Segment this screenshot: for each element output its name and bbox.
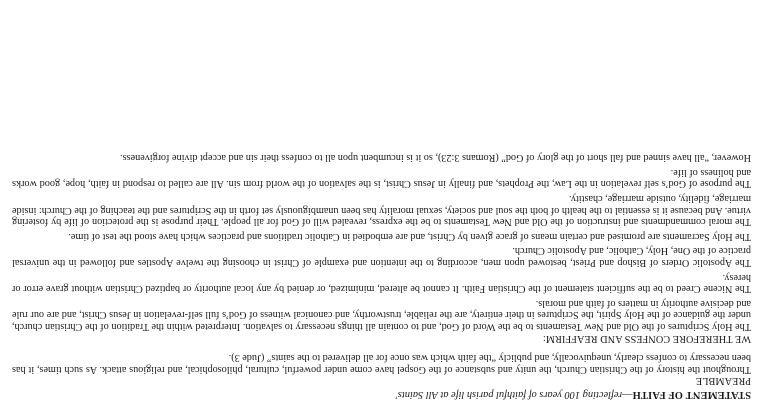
title-dash: — (622, 389, 633, 400)
preamble-text: Throughout the history of the Christian Church, the unity and substance of the Gospel have come under powerful, cultural, philosophical, and religious attack. As such times, it has been necessary to confess clearly, unequivocally, and publicly “the faith which was once for all delivered to the saints” (Jude 3). (12, 352, 751, 375)
article-sin-and-forgiveness: However, “all have sinned and fall short of the glory of God” (Romans 3:23), so it is incumbent upon all to confess their sin and accept divine forgiveness. (120, 152, 751, 164)
article-sacraments: The Holy Sacraments are promised and certain means of grace given by Christ, and are embodied in Catholic traditions and practices which have stood the test of time. (68, 230, 751, 242)
title-subtitle: reflecting 100 years of faithful parish life at All Saints' (395, 389, 623, 400)
article-apostolic-orders: The Apostolic Orders of Bishop and Priest, bestowed upon men, according to the intention and example of Christ in choosing the twelve Apostles and followed in the universal practice of the One, Holy, Catholic, and Apostolic Church. (12, 245, 751, 269)
article-moral-commandments: The moral commandments and instruction of the Old and New Testaments to be the express, revealed will of God for all people. Their purpose is the protection of life by fostering virtue. And because it is essential to the health of both the soul and society, sexual morality has been unambiguously set forth in the Scriptures and the teaching of the Church: inside marriage, fidelity, outside marriage, chastity. (12, 193, 751, 228)
article-scriptures: The Holy Scriptures of the Old and New Testaments to be the Word of God, and to contain all things necessary to salvation. Interpreted within the Tradition of the Christian church, under the guidance of the Holy Spirit, the Scriptures in their entirety, are the reliable, trustworthy, and canonical witness of God’s full self-revelation in Jesus Christ, and are our rule and decisive authority in matters of faith and morals. (12, 297, 751, 333)
title-main: STATEMENT OF FAITH (632, 389, 751, 400)
article-nicene-creed: The Nicene Creed to be the sufficient statement of the Christian Faith. It cannot be altered, minimized, or denied by any local authority or baptized Christian without grave error or heresy. (12, 271, 751, 295)
statement-of-faith-document (12, 152, 751, 400)
document-title (12, 388, 751, 400)
article-salvation-purpose: The purpose of God’s self revelation in the Law, the Prophets, and finally in Jesus Christ, is the salvation of the world from sin. All are called to respond in faith, hope, good works and holiness of life. (12, 166, 751, 190)
preamble-heading: PREAMBLE (695, 375, 751, 387)
confess-heading: WE THEREFORE CONFESS AND REAFFIRM: (542, 332, 751, 344)
